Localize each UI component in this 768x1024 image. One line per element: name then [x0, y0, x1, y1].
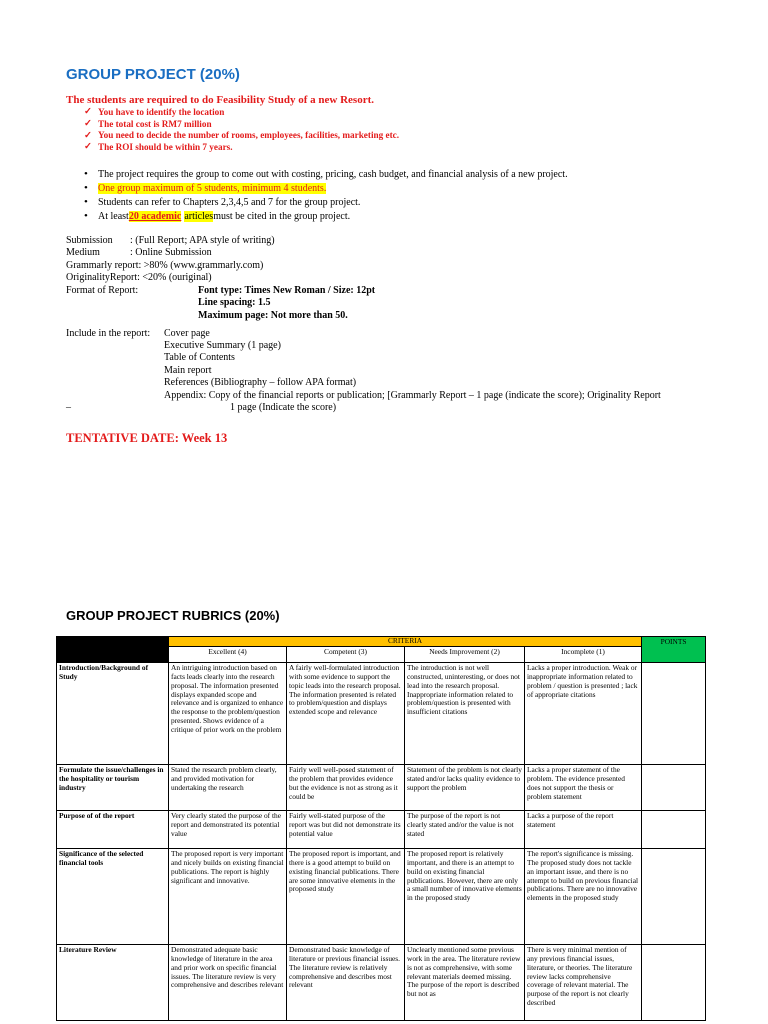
rubric-table	[56, 636, 706, 1021]
table-row	[57, 810, 706, 848]
checklist-item: ✓ The total cost is RM7 million	[84, 118, 212, 130]
bullet-icon: •	[84, 210, 88, 222]
format-max-page: Maximum page: Not more than 50.	[198, 309, 348, 321]
level-incomplete: Incomplete (1)	[525, 646, 642, 662]
table-cell: The report's significance is missing. The proposed study does not tackle an important issue, and there is no attempt to build on previous financial publications. There are no innovative elements in the proposed study	[525, 848, 642, 944]
table-cell: Demonstrated adequate basic knowledge of literature in the area and prior work on specific financial issues. The literature review is very comprehensive and describes relevant	[169, 944, 287, 1020]
bullet-icon: •	[84, 196, 88, 208]
bullet-icon: •	[84, 168, 88, 180]
checkmark-icon: ✓	[84, 119, 92, 130]
rubrics-title: GROUP PROJECT RUBRICS (20%)	[66, 608, 280, 623]
bullet-item: • One group maximum of 5 students, minimum 4 students.	[84, 182, 327, 194]
table-row	[57, 848, 706, 944]
include-in-report: Include in the report: Cover page Executive Summary (1 page) Table of Contents Main report References (Bibliography – follow APA format) Appendix: Copy of the financial reports or publication; [Grammarly Report – 1 page (indicate the score); Originality Report – 1 page (Indicate the score)	[66, 327, 661, 414]
bullet-item: • The project requires the group to come out with costing, pricing, cash budget, and financial analysis of a new project.	[84, 168, 568, 180]
criteria-header: CRITERIA	[169, 637, 642, 647]
table-cell: Statement of the problem is not clearly stated and/or lacks quality evidence to support the problem	[405, 764, 525, 810]
submission-details: Submission : (Full Report; APA style of writing) Medium : Online Submission Grammarly report: >80% (www.grammarly.com) OriginalityReport: <20% (ouriginal) Format of Report: Font type: Times New Roman / Size: 12pt Line spacing: 1.5 Maximum page: Not more than 50.	[66, 234, 376, 321]
level-excellent: Excellent (4)	[169, 646, 287, 662]
checkmark-icon: ✓	[84, 142, 92, 153]
points-cell	[642, 662, 706, 764]
points-header: POINTS	[642, 637, 706, 663]
table-row	[57, 764, 706, 810]
table-row	[57, 944, 706, 1020]
format-font: Font type: Times New Roman / Size: 12pt	[198, 284, 376, 296]
level-competent: Competent (3)	[287, 646, 405, 662]
points-cell	[642, 810, 706, 848]
table-cell: There is very minimal mention of any previous financial issues, literature, or theories. The literature review lacks comprehensive coverage of relevant material. The purpose of the report is not clearly described	[525, 944, 642, 1020]
table-cell: The proposed report is important, and there is a good attempt to build on existing financial publications. There are some innovative elements in the proposed study	[287, 848, 405, 944]
table-cell: Fairly well-stated purpose of the report was but did not demonstrate its potential value	[287, 810, 405, 848]
table-cell: Very clearly stated the purpose of the report and demonstrated its potential value	[169, 810, 287, 848]
table-cell: An intriguing introduction based on facts leads clearly into the research proposal. The information presented displays expanded scope and relevance and is organized to enhance the response to the problem/question presented. Shows evidence of a critique of prior work on the problem	[169, 662, 287, 764]
table-cell: Demonstrated basic knowledge of literature or previous financial issues. The literature review is relatively comprehensive and describes most relevant	[287, 944, 405, 1020]
table-cell: The purpose of the report is not clearly stated and/or the value is not stated	[405, 810, 525, 848]
project-bullets	[84, 167, 568, 223]
row-heading: Literature Review	[57, 944, 169, 1020]
format-spacing: Line spacing: 1.5	[198, 297, 271, 309]
requirements-checklist	[84, 106, 399, 153]
row-heading: Significance of the selected financial tools	[57, 848, 169, 944]
row-heading: Formulate the issue/challenges in the hospitality or tourism industry	[57, 764, 169, 810]
bullet-item: • At least 20 academic articles must be cited in the group project.	[84, 210, 351, 222]
level-needs-improvement: Needs Improvement (2)	[405, 646, 525, 662]
checklist-item: ✓ The ROI should be within 7 years.	[84, 141, 233, 153]
rubric-corner	[57, 637, 169, 663]
bullet-item: • Students can refer to Chapters 2,3,4,5 and 7 for the group project.	[84, 196, 361, 208]
table-cell: Fairly well well-posed statement of the problem that provides evidence but the evidence is not as strong as it could be	[287, 764, 405, 810]
table-row	[57, 662, 706, 764]
row-heading: Introduction/Background of Study	[57, 662, 169, 764]
intro-statement: The students are required to do Feasibility Study of a new Resort.	[66, 94, 375, 106]
table-cell: Lacks a proper statement of the problem. The evidence presented does not support the thesis or problem statement	[525, 764, 642, 810]
points-cell	[642, 944, 706, 1020]
checkmark-icon: ✓	[84, 107, 92, 118]
table-cell: Stated the research problem clearly, and provided motivation for undertaking the research	[169, 764, 287, 810]
table-cell: Unclearly mentioned some previous work in the area. The literature review is not as comprehensive, with some relevant materials deemed missing. The purpose of the report is described but not as	[405, 944, 525, 1020]
table-cell: Lacks a purpose of the report statement	[525, 810, 642, 848]
table-cell: The introduction is not well constructed, uninteresting, or does not lead into the research proposal. Inappropriate information related to problem/question is presented with insufficient citations	[405, 662, 525, 764]
row-heading: Purpose of of the report	[57, 810, 169, 848]
table-cell: A fairly well-formulated introduction with some evidence to support the topic leads into the research proposal. The information presented is related to problem/question and displays extended scope and relevance	[287, 662, 405, 764]
points-cell	[642, 848, 706, 944]
points-cell	[642, 764, 706, 810]
bullet-icon: •	[84, 182, 88, 194]
table-cell: The proposed report is relatively important, and there is an attempt to build on existing financial publications. However, there are only a small number of innovative elements in the proposed study	[405, 848, 525, 944]
table-cell: The proposed report is very important and nicely builds on existing financial publications. The report is highly significant and innovative.	[169, 848, 287, 944]
page-title: GROUP PROJECT (20%)	[66, 66, 240, 83]
table-cell: Lacks a proper introduction. Weak or inappropriate information related to problem / question is presented ; lack of appropriate citations	[525, 662, 642, 764]
highlighted-count: 20 academic	[128, 210, 182, 222]
checkmark-icon: ✓	[84, 130, 92, 141]
checklist-item: ✓ You have to identify the location	[84, 106, 225, 118]
checklist-item: ✓ You need to decide the number of rooms, employees, facilities, marketing etc.	[84, 130, 400, 141]
tentative-date: TENTATIVE DATE: Week 13	[66, 431, 228, 445]
